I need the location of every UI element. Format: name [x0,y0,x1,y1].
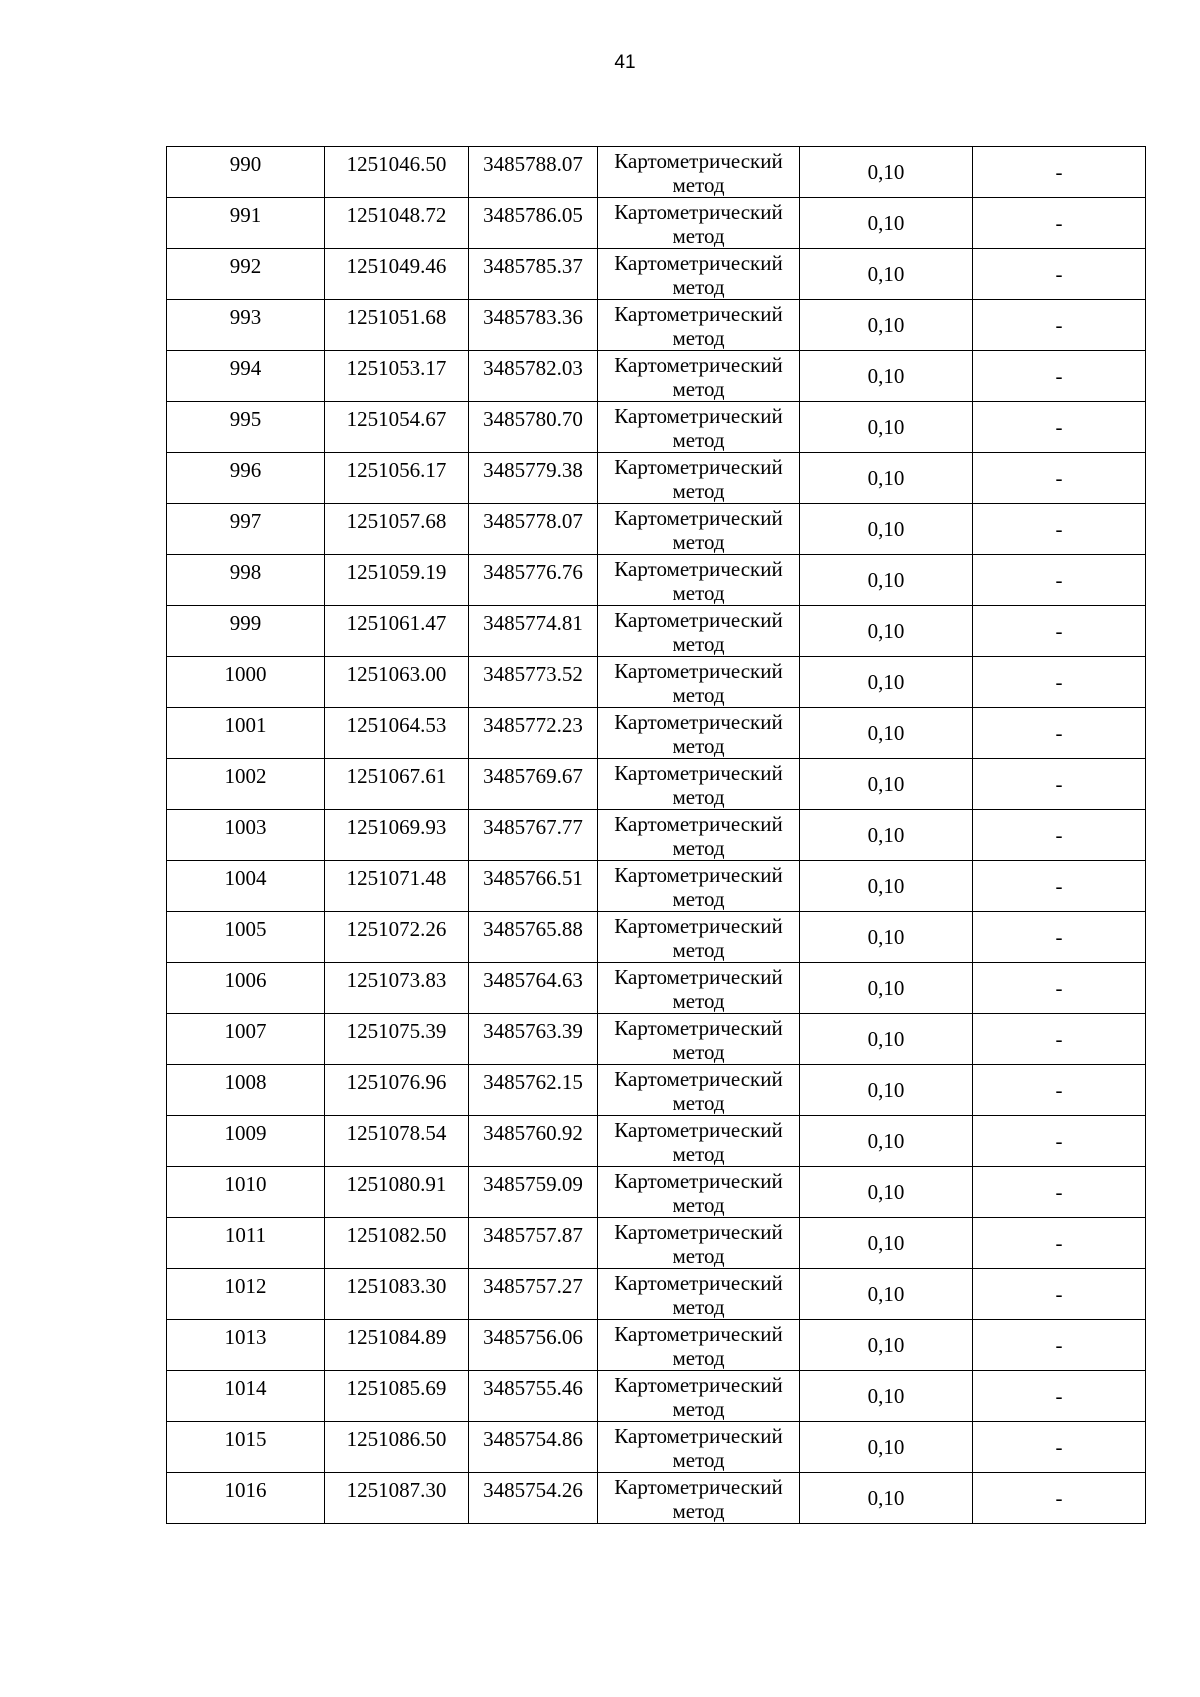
method-line-2: метод [672,734,725,758]
accuracy-cell: 0,10 [800,1065,973,1116]
note-cell: - [973,402,1146,453]
method-line-2: метод [672,581,725,605]
table-row [167,555,1146,606]
method-line-1: Картометрический [614,149,783,173]
x-coordinate-cell: 1251086.50 [325,1422,469,1473]
x-coordinate-cell: 1251085.69 [325,1371,469,1422]
method-cell [598,1320,800,1371]
y-coordinate-cell: 3485765.88 [469,912,598,963]
y-coordinate-cell: 3485782.03 [469,351,598,402]
method-cell [598,504,800,555]
method-cell [598,453,800,504]
method-cell [598,1167,800,1218]
y-coordinate-cell: 3485762.15 [469,1065,598,1116]
note-cell: - [973,249,1146,300]
method-line-1: Картометрический [614,1118,783,1142]
y-coordinate-cell: 3485769.67 [469,759,598,810]
y-coordinate-cell: 3485785.37 [469,249,598,300]
method-line-2: метод [672,683,725,707]
table-row [167,1473,1146,1524]
method-line-2: метод [672,785,725,809]
point-number-cell: 1010 [167,1167,325,1218]
note-cell: - [973,351,1146,402]
note-cell: - [973,1422,1146,1473]
method-line-1: Картометрический [614,659,783,683]
table-row [167,1218,1146,1269]
note-cell: - [973,657,1146,708]
table-row [167,606,1146,657]
accuracy-cell: 0,10 [800,402,973,453]
x-coordinate-cell: 1251064.53 [325,708,469,759]
method-cell [598,861,800,912]
method-line-2: метод [672,479,725,503]
y-coordinate-cell: 3485757.27 [469,1269,598,1320]
y-coordinate-cell: 3485783.36 [469,300,598,351]
point-number-cell: 999 [167,606,325,657]
y-coordinate-cell: 3485786.05 [469,198,598,249]
note-cell: - [973,1116,1146,1167]
method-cell [598,300,800,351]
table-row [167,351,1146,402]
method-line-2: метод [672,1295,725,1319]
method-line-1: Картометрический [614,1067,783,1091]
x-coordinate-cell: 1251082.50 [325,1218,469,1269]
point-number-cell: 1013 [167,1320,325,1371]
method-line-2: метод [672,275,725,299]
x-coordinate-cell: 1251048.72 [325,198,469,249]
y-coordinate-cell: 3485774.81 [469,606,598,657]
method-line-1: Картометрический [614,200,783,224]
method-cell [598,1014,800,1065]
note-cell: - [973,963,1146,1014]
method-cell [598,1422,800,1473]
y-coordinate-cell: 3485763.39 [469,1014,598,1065]
accuracy-cell: 0,10 [800,963,973,1014]
accuracy-cell: 0,10 [800,657,973,708]
accuracy-cell: 0,10 [800,1371,973,1422]
point-number-cell: 1014 [167,1371,325,1422]
method-line-2: метод [672,1397,725,1421]
method-line-1: Картометрический [614,914,783,938]
y-coordinate-cell: 3485780.70 [469,402,598,453]
method-line-1: Картометрический [614,761,783,785]
method-cell [598,708,800,759]
y-coordinate-cell: 3485754.86 [469,1422,598,1473]
note-cell: - [973,1473,1146,1524]
method-line-1: Картометрический [614,353,783,377]
x-coordinate-cell: 1251083.30 [325,1269,469,1320]
table-row [167,1320,1146,1371]
accuracy-cell: 0,10 [800,606,973,657]
method-line-2: метод [672,530,725,554]
method-line-2: метод [672,1040,725,1064]
y-coordinate-cell: 3485759.09 [469,1167,598,1218]
x-coordinate-cell: 1251053.17 [325,351,469,402]
method-line-2: метод [672,1499,725,1523]
method-cell [598,912,800,963]
point-number-cell: 1003 [167,810,325,861]
note-cell: - [973,147,1146,198]
method-line-1: Картометрический [614,302,783,326]
x-coordinate-cell: 1251073.83 [325,963,469,1014]
y-coordinate-cell: 3485773.52 [469,657,598,708]
method-cell [598,1218,800,1269]
note-cell: - [973,198,1146,249]
point-number-cell: 1008 [167,1065,325,1116]
accuracy-cell: 0,10 [800,300,973,351]
x-coordinate-cell: 1251084.89 [325,1320,469,1371]
table-row [167,1014,1146,1065]
note-cell: - [973,453,1146,504]
point-number-cell: 1015 [167,1422,325,1473]
point-number-cell: 996 [167,453,325,504]
note-cell: - [973,606,1146,657]
point-number-cell: 992 [167,249,325,300]
x-coordinate-cell: 1251046.50 [325,147,469,198]
x-coordinate-cell: 1251063.00 [325,657,469,708]
note-cell: - [973,1320,1146,1371]
method-cell [598,963,800,1014]
point-number-cell: 993 [167,300,325,351]
point-number-cell: 995 [167,402,325,453]
x-coordinate-cell: 1251056.17 [325,453,469,504]
note-cell: - [973,759,1146,810]
point-number-cell: 1006 [167,963,325,1014]
method-line-2: метод [672,1244,725,1268]
point-number-cell: 1005 [167,912,325,963]
note-cell: - [973,861,1146,912]
method-cell [598,1065,800,1116]
accuracy-cell: 0,10 [800,861,973,912]
x-coordinate-cell: 1251069.93 [325,810,469,861]
x-coordinate-cell: 1251075.39 [325,1014,469,1065]
table-row [167,147,1146,198]
accuracy-cell: 0,10 [800,555,973,606]
y-coordinate-cell: 3485772.23 [469,708,598,759]
method-cell [598,1371,800,1422]
method-line-1: Картометрический [614,251,783,275]
method-line-2: метод [672,173,725,197]
y-coordinate-cell: 3485766.51 [469,861,598,912]
note-cell: - [973,555,1146,606]
method-line-1: Картометрический [614,506,783,530]
method-line-1: Картометрический [614,1016,783,1040]
table-row [167,1065,1146,1116]
accuracy-cell: 0,10 [800,759,973,810]
point-number-cell: 997 [167,504,325,555]
accuracy-cell: 0,10 [800,1014,973,1065]
table-row [167,1116,1146,1167]
x-coordinate-cell: 1251051.68 [325,300,469,351]
x-coordinate-cell: 1251067.61 [325,759,469,810]
accuracy-cell: 0,10 [800,1473,973,1524]
point-number-cell: 1001 [167,708,325,759]
method-line-2: метод [672,1142,725,1166]
y-coordinate-cell: 3485756.06 [469,1320,598,1371]
accuracy-cell: 0,10 [800,504,973,555]
note-cell: - [973,1014,1146,1065]
method-line-1: Картометрический [614,557,783,581]
x-coordinate-cell: 1251080.91 [325,1167,469,1218]
method-line-2: метод [672,377,725,401]
accuracy-cell: 0,10 [800,147,973,198]
accuracy-cell: 0,10 [800,351,973,402]
method-line-1: Картометрический [614,965,783,989]
y-coordinate-cell: 3485767.77 [469,810,598,861]
y-coordinate-cell: 3485788.07 [469,147,598,198]
method-line-2: метод [672,224,725,248]
method-line-1: Картометрический [614,1475,783,1499]
note-cell: - [973,300,1146,351]
accuracy-cell: 0,10 [800,912,973,963]
method-line-1: Картометрический [614,863,783,887]
method-line-1: Картометрический [614,710,783,734]
method-cell [598,198,800,249]
point-number-cell: 991 [167,198,325,249]
accuracy-cell: 0,10 [800,708,973,759]
table-row [167,198,1146,249]
y-coordinate-cell: 3485779.38 [469,453,598,504]
method-cell [598,402,800,453]
table-row [167,861,1146,912]
table-row [167,810,1146,861]
method-line-1: Картометрический [614,812,783,836]
note-cell: - [973,1269,1146,1320]
method-cell [598,606,800,657]
method-cell [598,147,800,198]
accuracy-cell: 0,10 [800,1116,973,1167]
method-line-1: Картометрический [614,1424,783,1448]
method-line-2: метод [672,938,725,962]
method-line-1: Картометрический [614,1169,783,1193]
table-row [167,249,1146,300]
point-number-cell: 994 [167,351,325,402]
method-line-1: Картометрический [614,404,783,428]
coordinates-table [166,146,1146,1524]
method-line-1: Картометрический [614,1271,783,1295]
y-coordinate-cell: 3485757.87 [469,1218,598,1269]
point-number-cell: 998 [167,555,325,606]
table-row [167,1371,1146,1422]
accuracy-cell: 0,10 [800,453,973,504]
x-coordinate-cell: 1251087.30 [325,1473,469,1524]
x-coordinate-cell: 1251072.26 [325,912,469,963]
x-coordinate-cell: 1251061.47 [325,606,469,657]
accuracy-cell: 0,10 [800,1167,973,1218]
method-cell [598,1269,800,1320]
accuracy-cell: 0,10 [800,1269,973,1320]
point-number-cell: 1007 [167,1014,325,1065]
point-number-cell: 1009 [167,1116,325,1167]
x-coordinate-cell: 1251078.54 [325,1116,469,1167]
x-coordinate-cell: 1251057.68 [325,504,469,555]
method-line-2: метод [672,989,725,1013]
table-row [167,300,1146,351]
y-coordinate-cell: 3485778.07 [469,504,598,555]
method-line-1: Картометрический [614,1373,783,1397]
note-cell: - [973,1167,1146,1218]
y-coordinate-cell: 3485776.76 [469,555,598,606]
y-coordinate-cell: 3485755.46 [469,1371,598,1422]
method-line-2: метод [672,836,725,860]
method-cell [598,657,800,708]
x-coordinate-cell: 1251071.48 [325,861,469,912]
table-row [167,1422,1146,1473]
method-line-2: метод [672,1091,725,1115]
method-line-1: Картометрический [614,1220,783,1244]
method-line-1: Картометрический [614,455,783,479]
accuracy-cell: 0,10 [800,810,973,861]
table-row [167,708,1146,759]
x-coordinate-cell: 1251049.46 [325,249,469,300]
method-line-2: метод [672,326,725,350]
note-cell: - [973,1065,1146,1116]
note-cell: - [973,708,1146,759]
x-coordinate-cell: 1251054.67 [325,402,469,453]
method-cell [598,555,800,606]
coordinates-table-body [167,147,1146,1524]
point-number-cell: 1011 [167,1218,325,1269]
method-cell [598,351,800,402]
method-cell [598,810,800,861]
table-row [167,657,1146,708]
table-row [167,759,1146,810]
page-number: 41 [614,52,636,73]
method-cell [598,1116,800,1167]
method-line-2: метод [672,887,725,911]
note-cell: - [973,912,1146,963]
note-cell: - [973,1371,1146,1422]
note-cell: - [973,504,1146,555]
point-number-cell: 1012 [167,1269,325,1320]
method-line-2: метод [672,428,725,452]
point-number-cell: 1004 [167,861,325,912]
accuracy-cell: 0,10 [800,1320,973,1371]
accuracy-cell: 0,10 [800,198,973,249]
accuracy-cell: 0,10 [800,1218,973,1269]
point-number-cell: 1000 [167,657,325,708]
table-row [167,504,1146,555]
table-row [167,1269,1146,1320]
table-row [167,402,1146,453]
table-row [167,912,1146,963]
method-line-2: метод [672,1193,725,1217]
x-coordinate-cell: 1251059.19 [325,555,469,606]
note-cell: - [973,810,1146,861]
table-row [167,453,1146,504]
method-line-2: метод [672,1448,725,1472]
method-cell [598,249,800,300]
y-coordinate-cell: 3485754.26 [469,1473,598,1524]
method-cell [598,759,800,810]
method-line-1: Картометрический [614,1322,783,1346]
table-row [167,963,1146,1014]
accuracy-cell: 0,10 [800,249,973,300]
method-line-2: метод [672,1346,725,1370]
method-line-1: Картометрический [614,608,783,632]
y-coordinate-cell: 3485764.63 [469,963,598,1014]
table-row [167,1167,1146,1218]
x-coordinate-cell: 1251076.96 [325,1065,469,1116]
point-number-cell: 1002 [167,759,325,810]
note-cell: - [973,1218,1146,1269]
method-cell [598,1473,800,1524]
y-coordinate-cell: 3485760.92 [469,1116,598,1167]
point-number-cell: 990 [167,147,325,198]
method-line-2: метод [672,632,725,656]
point-number-cell: 1016 [167,1473,325,1524]
accuracy-cell: 0,10 [800,1422,973,1473]
